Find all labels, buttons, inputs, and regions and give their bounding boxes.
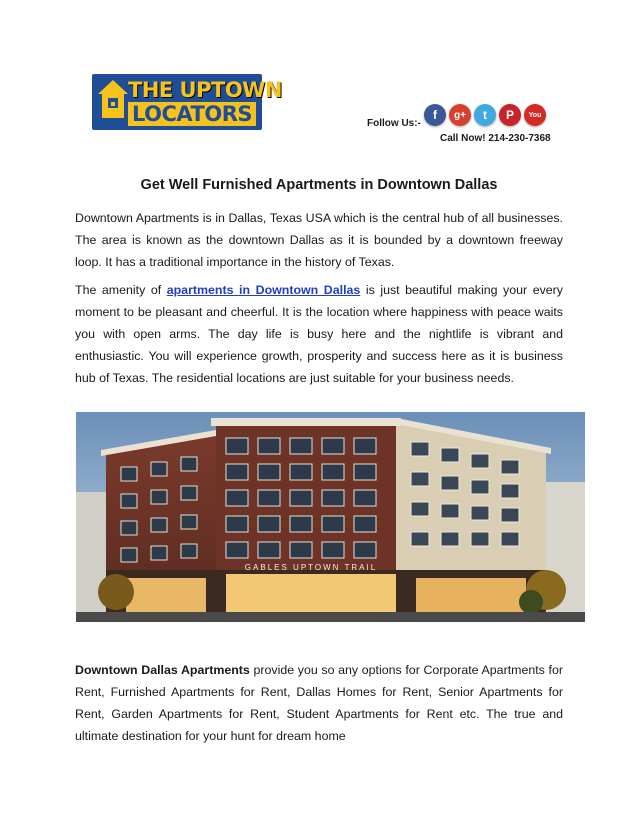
follow-us-label: Follow Us:- — [367, 118, 421, 129]
p3-text: provide you so any options for Corporate Apartments for Rent, Furnished Apartments for Rent, Dallas Homes for Rent, Senior Apartments for Rent, Garden Apartments for Rent, Student Apartments for Rent etc. The true and ultimate destination for your hunt for dream home — [75, 663, 563, 743]
options-paragraph — [75, 659, 563, 747]
p2-text-after: is just beautiful making your every moment to be pleasant and cheerful. It is the location where happiness with peace waits you with open arms. The day life is busy here and the nightlife is vibrant and enthusiastic. You will experience growth, prosperity and success here as it is business hub of Texas. The residential locations are just suitable for your business needs. — [75, 283, 563, 385]
pinterest-icon[interactable]: P — [499, 104, 521, 126]
page-title: Get Well Furnished Apartments in Downtown Dallas — [140, 177, 498, 193]
social-icons — [424, 104, 546, 128]
youtube-icon[interactable]: You — [524, 104, 546, 126]
p2-text-before: The amenity of — [75, 283, 167, 297]
building-sign: GABLES UPTOWN TRAIL — [244, 563, 378, 572]
call-now-text: Call Now! 214-230-7368 — [440, 133, 551, 144]
intro-paragraph: Downtown Apartments is in Dallas, Texas USA which is the central hub of all businesses. The area is known as the downtown Dallas as it is bounded by a downtown freeway loop. It has a traditional importance in the history of Texas. — [75, 211, 563, 269]
apartment-building-photo — [76, 412, 585, 622]
uptown-locators-logo[interactable] — [92, 74, 282, 130]
apartments-downtown-dallas-link[interactable]: apartments in Downtown Dallas — [166, 283, 361, 297]
facebook-icon[interactable]: f — [424, 104, 446, 126]
google-plus-icon[interactable]: g+ — [449, 104, 471, 126]
p3-bold-lead: Downtown Dallas Apartments — [75, 663, 250, 677]
logo-line2: LOCATORS — [128, 102, 256, 126]
amenity-paragraph — [75, 279, 563, 389]
house-logo-icon — [96, 78, 130, 126]
twitter-icon[interactable]: t — [474, 104, 496, 126]
logo-line1: THE UPTOWN — [128, 78, 282, 102]
